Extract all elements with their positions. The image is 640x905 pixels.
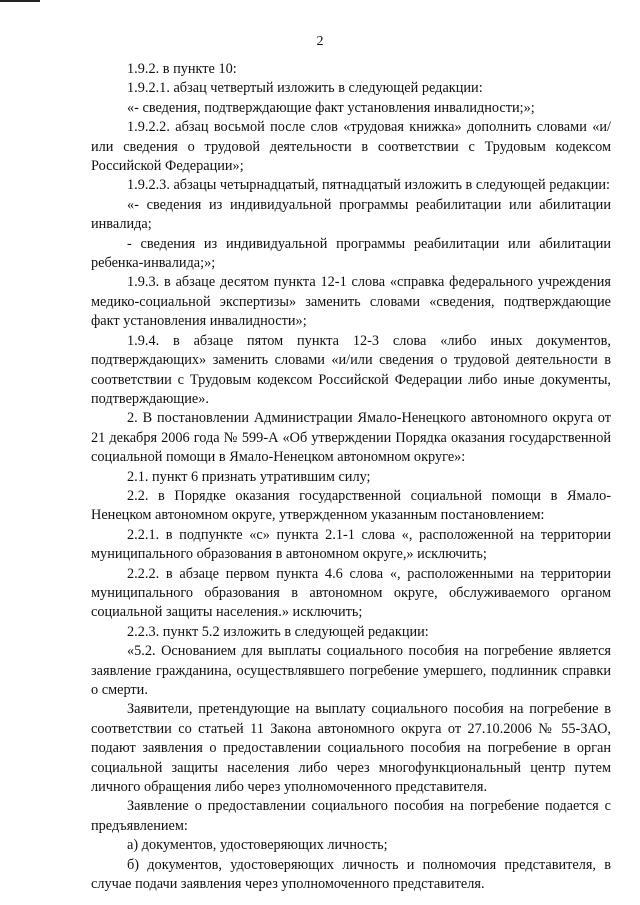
paragraph: 2.2.2. в абзаце первом пункта 4.6 слова «, расположенными на территории муниципального образования в автономном округе, обслуживаемого органом социальной защиты населения.» исключить; bbox=[91, 565, 611, 621]
document-body bbox=[91, 60, 611, 894]
paragraph: 1.9.2.3. абзацы четырнадцатый, пятнадцатый изложить в следующей редакции: bbox=[127, 177, 610, 194]
paragraph: 1.9.2.1. абзац четвертый изложить в следующей редакции: bbox=[127, 80, 483, 97]
page-number: 2 bbox=[316, 34, 324, 49]
paragraph: - сведения из индивидуальной программы реабилитации или абилитации ребенка-инвалида;»; bbox=[91, 235, 611, 272]
paragraph: 1.9.4. в абзаце пятом пункта 12-3 слова «либо иных документов, подтверждающих» заменить словами «и/или сведения о трудовой деятельности в соответствии с Трудовым кодексом Российской Федерации либо иные документы, подтверждающие». bbox=[91, 332, 611, 407]
paragraph: б) документов, удостоверяющих личность и полномочия представителя, в случае подачи заявления через уполномоченного представителя. bbox=[91, 856, 611, 893]
paragraph: 1.9.2. в пункте 10: bbox=[127, 61, 237, 77]
paragraph: Заявление о предоставлении социального пособия на погребение подается с предъявлением: bbox=[91, 798, 611, 834]
paragraph: а) документов, удостоверяющих личность; bbox=[127, 837, 388, 854]
paragraph: 1.9.2.2. абзац восьмой после слов «трудовая книжка» дополнить словами «и/или сведения о трудовой деятельности в соответствии с Трудовым кодексом Российской Федерации»; bbox=[91, 119, 611, 175]
paragraph: Заявители, претендующие на выплату социального пособия на погребение в соответствии со статьей 11 Закона автономного округа от 27.10.2006 № 55-ЗАО, подают заявления о предоставлении социального пособия на погребение в орган социальной защиты населения либо через многофункциональный центр путем личного обращения либо через уполномоченного представителя. bbox=[91, 701, 611, 796]
paragraph: 2.1. пункт 6 признать утратившим силу; bbox=[127, 468, 371, 485]
paragraph: «- сведения, подтверждающие факт установления инвалидности;»; bbox=[127, 99, 535, 116]
paragraph: «- сведения из индивидуальной программы реабилитации или абилитации инвалида; bbox=[91, 196, 611, 233]
paragraph: 2. В постановлении Администрации Ямало-Ненецкого автономного округа от 21 декабря 2006 года № 599-А «Об утверждении Порядка оказания государственной социальной помощи в Ямало-Ненецком автономном округе»: bbox=[91, 410, 611, 466]
paragraph: 2.2.3. пункт 5.2 изложить в следующей редакции: bbox=[127, 623, 429, 640]
paragraph: «5.2. Основанием для выплаты социального пособия на погребение является заявление гражданина, осуществлявшего погребение умершего, подлинник справки о смерти. bbox=[91, 643, 611, 698]
paragraph: 2.2.1. в подпункте «с» пункта 2.1-1 слова «, расположенной на территории муниципального образования в автономном округе,» исключить; bbox=[91, 526, 611, 563]
paragraph: 2.2. в Порядке оказания государственной социальной помощи в Ямало-Ненецком автономном округе, утвержденном указанным постановлением: bbox=[91, 487, 611, 524]
scan-edge-mark bbox=[0, 0, 40, 2]
paragraph: 1.9.3. в абзаце десятом пункта 12-1 слова «справка федерального учреждения медико-социальной экспертизы» заменить словами «сведения, подтверждающие факт установления инвалидности»; bbox=[91, 274, 611, 330]
